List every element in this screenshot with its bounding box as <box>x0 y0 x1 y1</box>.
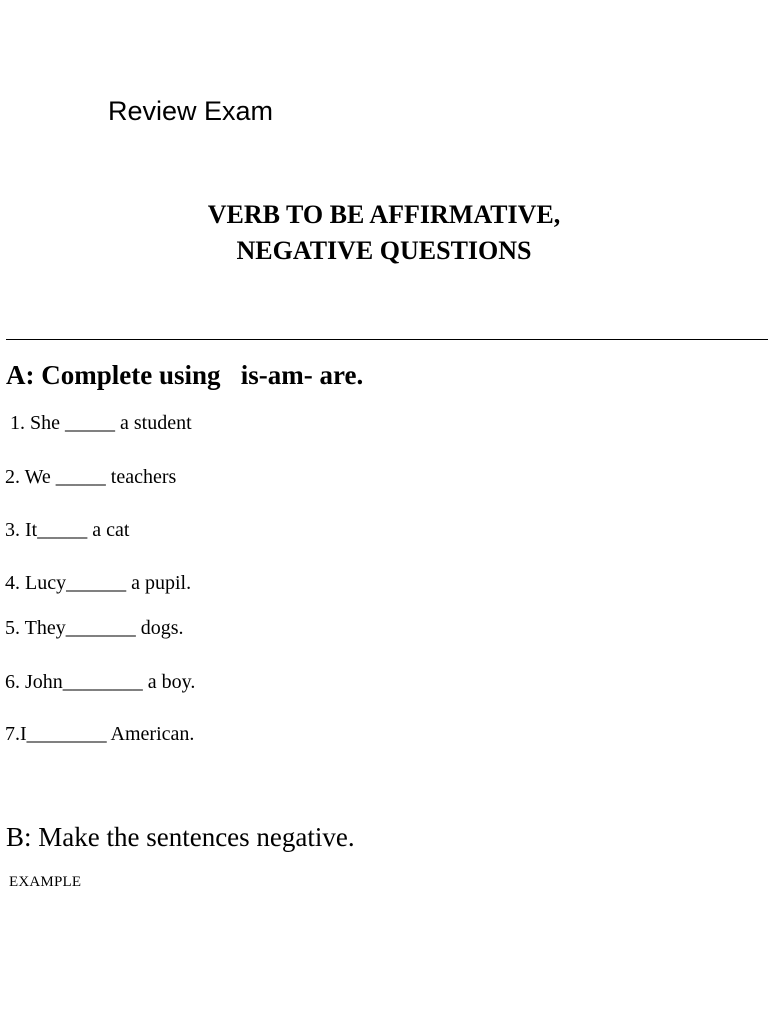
example-label: EXAMPLE <box>9 874 82 890</box>
exercise-item-2: 2. We _____ teachers <box>5 466 177 488</box>
horizontal-divider <box>6 339 768 340</box>
section-b-heading: B: Make the sentences negative. <box>6 822 355 852</box>
exercise-item-4: 4. Lucy______ a pupil. <box>5 572 192 594</box>
title-line-2: NEGATIVE QUESTIONS <box>236 236 532 265</box>
exercise-item-7: 7.I________ American. <box>5 723 195 745</box>
exercise-item-1: 1. She _____ a student <box>5 412 192 434</box>
document-label: Review Exam <box>108 96 274 126</box>
exercise-item-3: 3. It_____ a cat <box>5 519 130 541</box>
title-line-1: VERB TO BE AFFIRMATIVE, <box>207 200 561 229</box>
exercise-item-5: 5. They_______ dogs. <box>5 617 184 639</box>
worksheet-title <box>0 197 768 269</box>
section-a-heading: A: Complete using is-am- are. <box>6 360 364 390</box>
exercise-item-6: 6. John________ a boy. <box>5 671 196 693</box>
